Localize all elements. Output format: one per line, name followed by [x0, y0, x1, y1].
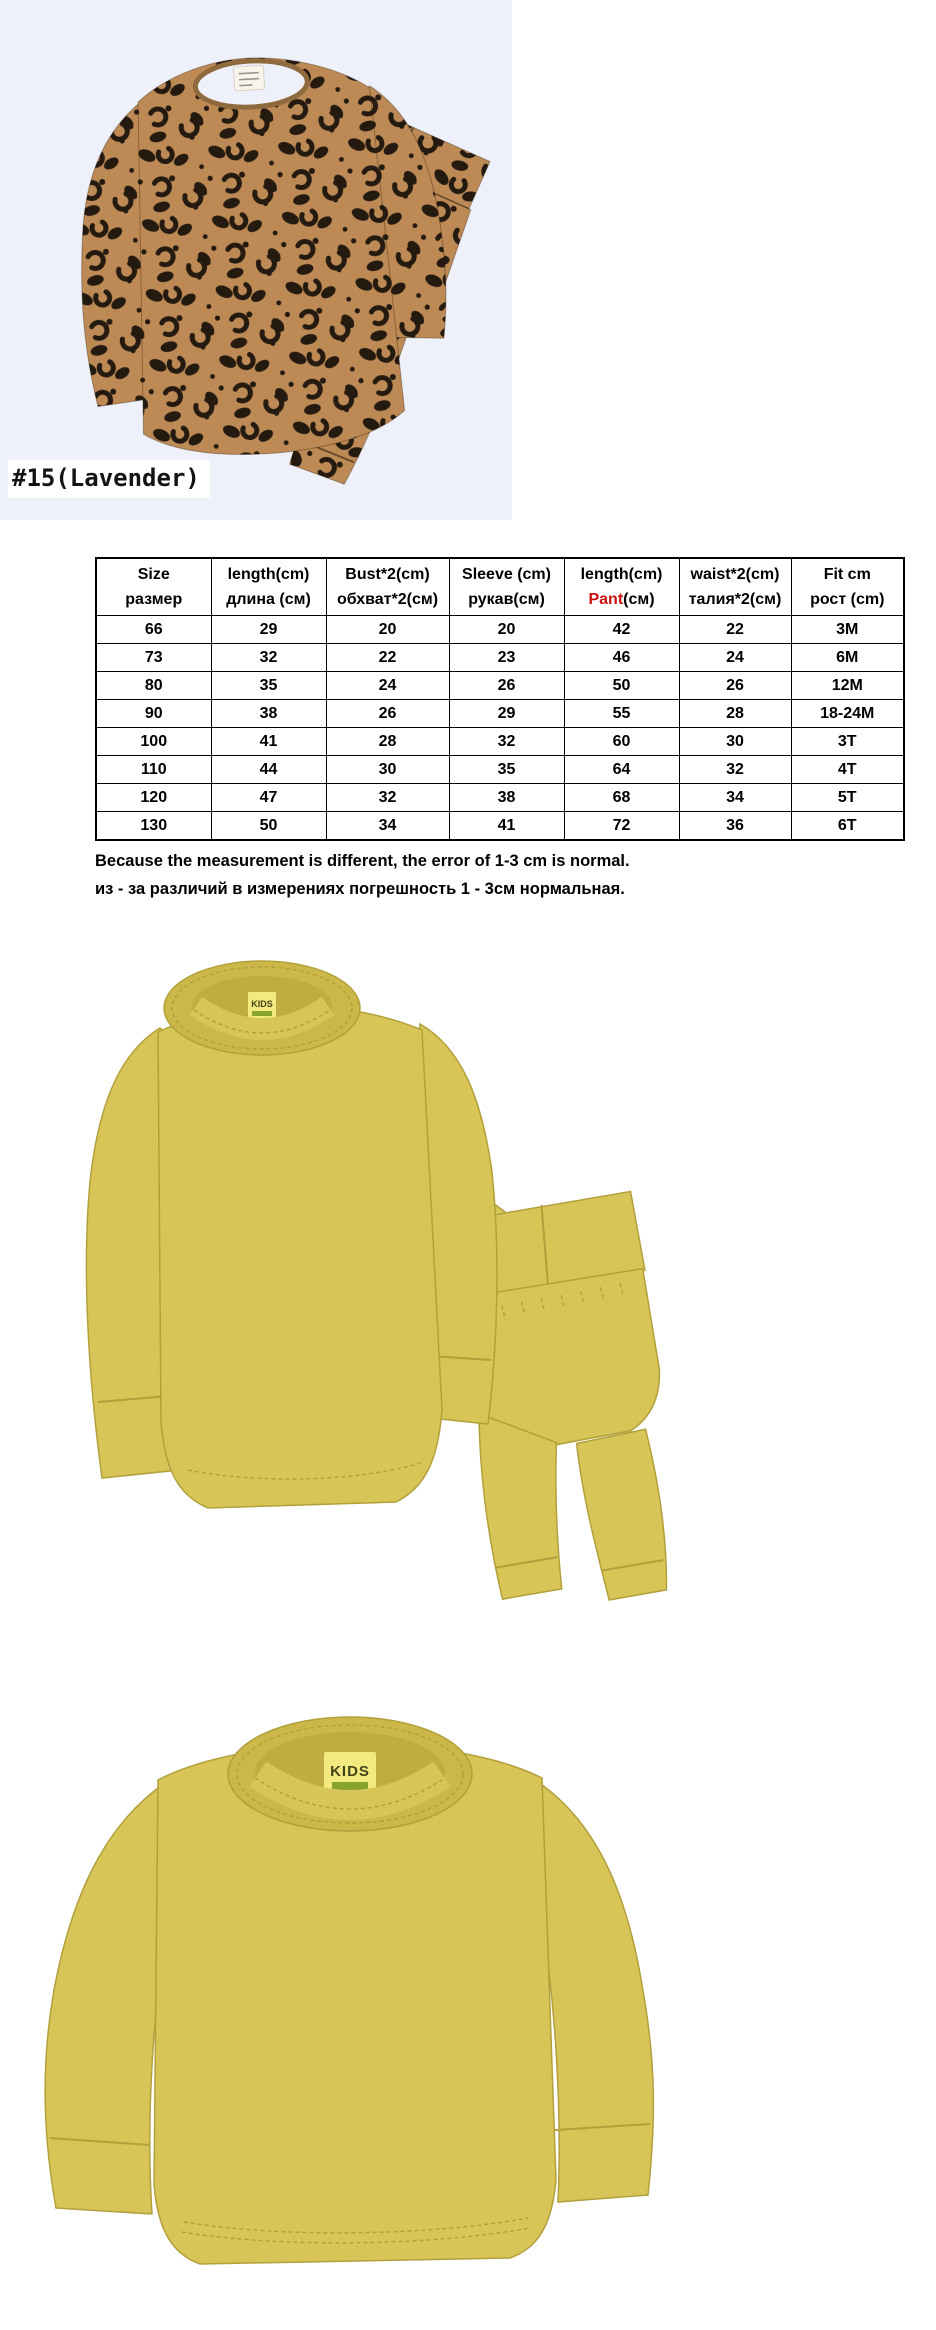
size-cell: 55: [564, 700, 679, 728]
yellow-shirt: [86, 961, 497, 1508]
table-row: [96, 616, 904, 644]
shirt-collar: [164, 961, 360, 1055]
size-cell: 38: [211, 700, 326, 728]
size-cell: 30: [326, 756, 449, 784]
table-row: [96, 756, 904, 784]
size-cell: 41: [211, 728, 326, 756]
size-chart-table: [95, 557, 905, 841]
leopard-set-illustration: [0, 0, 512, 520]
size-cell: 38: [449, 784, 564, 812]
size-cell: 22: [326, 644, 449, 672]
size-cell: 120: [96, 784, 211, 812]
size-cell: 44: [211, 756, 326, 784]
size-cell: 64: [564, 756, 679, 784]
note-russian: из - за различий в измерениях погрешность 1 - 3см нормальная.: [95, 880, 625, 898]
size-cell: 30: [679, 728, 791, 756]
size-cell: 35: [211, 672, 326, 700]
size-cell: 90: [96, 700, 211, 728]
header-row: [96, 558, 904, 616]
size-cell: 32: [679, 756, 791, 784]
size-cell: 3M: [791, 616, 904, 644]
size-cell: 26: [326, 700, 449, 728]
table-row: [96, 784, 904, 812]
size-cell: 23: [449, 644, 564, 672]
col-header-bust: Bust*2(cm) обхват*2(см): [326, 558, 449, 616]
size-cell: 42: [564, 616, 679, 644]
table-row: [96, 672, 904, 700]
yellow-set-photo: [0, 950, 936, 1615]
size-cell: 20: [326, 616, 449, 644]
size-cell: 22: [679, 616, 791, 644]
size-cell: 24: [679, 644, 791, 672]
size-cell: 26: [679, 672, 791, 700]
size-cell: 3T: [791, 728, 904, 756]
size-cell: 35: [449, 756, 564, 784]
size-cell: 110: [96, 756, 211, 784]
size-cell: 100: [96, 728, 211, 756]
size-cell: 6M: [791, 644, 904, 672]
size-cell: 34: [326, 812, 449, 841]
size-cell: 4T: [791, 756, 904, 784]
size-cell: 5T: [791, 784, 904, 812]
col-header-size: Size размер: [96, 558, 211, 616]
table-row: [96, 644, 904, 672]
size-cell: 47: [211, 784, 326, 812]
col-header-sleeve: Sleeve (cm) рукав(см): [449, 558, 564, 616]
table-row: [96, 728, 904, 756]
size-cell: 73: [96, 644, 211, 672]
size-cell: 66: [96, 616, 211, 644]
leopard-set-photo: [0, 0, 512, 520]
col-header-top-length: length(cm) длина (см): [211, 558, 326, 616]
size-cell: 60: [564, 728, 679, 756]
size-cell: 29: [449, 700, 564, 728]
size-cell: 20: [449, 616, 564, 644]
table-row: [96, 700, 904, 728]
col-header-fit: Fit cm рост (cm): [791, 558, 904, 616]
size-cell: 50: [564, 672, 679, 700]
size-cell: 29: [211, 616, 326, 644]
brand-tag-text: KIDS: [330, 1763, 370, 1780]
yellow-shirt-large: [45, 1717, 653, 2264]
size-cell: 50: [211, 812, 326, 841]
size-cell: 130: [96, 812, 211, 841]
size-cell: 32: [326, 784, 449, 812]
table-row: [96, 812, 904, 841]
care-tag: [233, 65, 264, 91]
size-cell: 68: [564, 784, 679, 812]
size-cell: 34: [679, 784, 791, 812]
size-cell: 24: [326, 672, 449, 700]
yellow-shirt-photo: [0, 1690, 936, 2330]
col-header-waist: waist*2(cm) талия*2(см): [679, 558, 791, 616]
size-cell: 6T: [791, 812, 904, 841]
size-cell: 28: [326, 728, 449, 756]
size-cell: 72: [564, 812, 679, 841]
brand-tag-text: KIDS: [251, 999, 273, 1009]
shirt-collar: [228, 1717, 472, 1831]
note-english: Because the measurement is different, the error of 1-3 cm is normal.: [95, 852, 630, 870]
size-cell: 36: [679, 812, 791, 841]
size-cell: 26: [449, 672, 564, 700]
col-header-pant-length: length(cm) Pant(см): [564, 558, 679, 616]
measurement-notes: [95, 847, 630, 903]
size-cell: 80: [96, 672, 211, 700]
size-cell: 28: [679, 700, 791, 728]
size-cell: 12M: [791, 672, 904, 700]
size-cell: 32: [449, 728, 564, 756]
size-cell: 46: [564, 644, 679, 672]
colorway-label: #15(Lavender): [8, 460, 210, 498]
size-cell: 18-24M: [791, 700, 904, 728]
size-cell: 32: [211, 644, 326, 672]
size-cell: 41: [449, 812, 564, 841]
